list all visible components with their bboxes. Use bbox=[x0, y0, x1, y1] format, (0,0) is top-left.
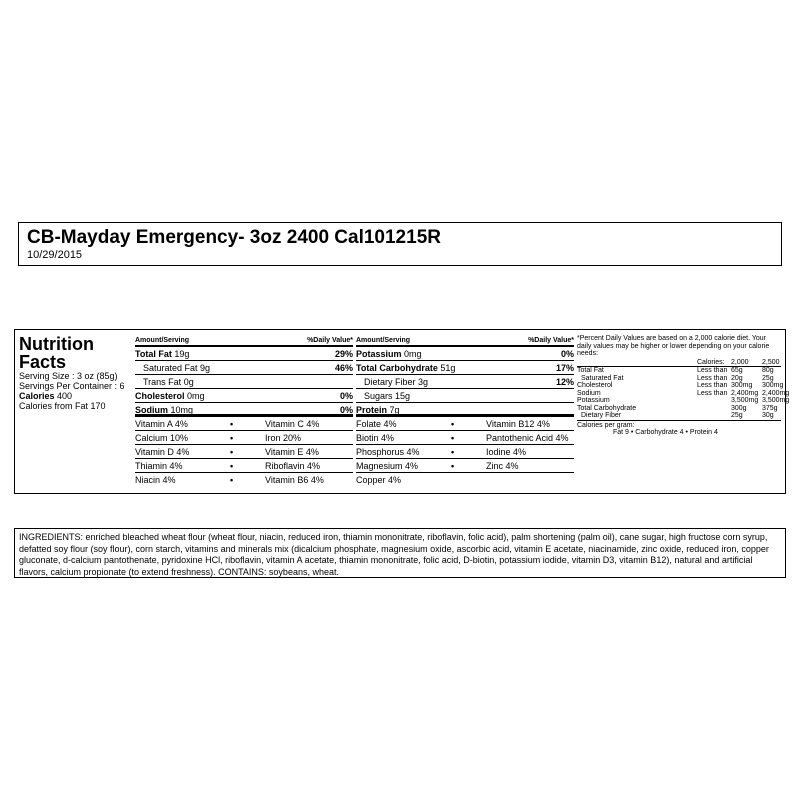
nutrient-label: Protein bbox=[356, 405, 388, 415]
nutrient-column-2 bbox=[356, 336, 574, 487]
dv-separator bbox=[577, 420, 781, 421]
vitamin-item: Phosphorus 4% bbox=[356, 447, 420, 457]
dv-value: 3,500mg bbox=[731, 397, 759, 404]
amount-serving-header: Amount/Serving bbox=[135, 337, 190, 344]
nutrient-amount: 3g bbox=[415, 377, 429, 387]
nutrient-row-sugars bbox=[356, 389, 574, 403]
nutrition-heading-line2: Facts bbox=[19, 352, 67, 372]
dv-calories-label: Calories: bbox=[697, 358, 725, 366]
calories-line bbox=[19, 391, 137, 401]
calories-label: Calories bbox=[19, 391, 55, 401]
nutrient-label: Dietary Fiber bbox=[364, 377, 416, 387]
nutrient-amount: 10mg bbox=[168, 405, 194, 415]
nutrient-row-dietary-fiber bbox=[356, 375, 574, 389]
dv-label: Total Fat bbox=[577, 367, 604, 374]
nutrient-column-1 bbox=[135, 336, 353, 487]
nutrient-label: Sugars bbox=[364, 391, 393, 401]
nutrient-row-total-fat bbox=[135, 347, 353, 361]
dv-label: Cholesterol bbox=[577, 382, 613, 389]
vitamin-row bbox=[135, 431, 353, 445]
dv-qual: Less than bbox=[697, 374, 728, 382]
vitamin-item: Riboflavin 4% bbox=[265, 461, 321, 471]
nutrient-percent: 29% bbox=[334, 349, 353, 359]
dv-qual: Less than bbox=[697, 367, 728, 374]
label-date: 10/29/2015 bbox=[27, 249, 83, 261]
serving-size: Serving Size : 3 oz (85g) bbox=[19, 371, 118, 381]
vitamin-item: Zinc 4% bbox=[486, 461, 519, 471]
dv-row bbox=[577, 412, 781, 420]
vitamin-row bbox=[135, 417, 353, 431]
vitamin-row bbox=[135, 473, 353, 487]
vitamin-item: Vitamin E 4% bbox=[265, 447, 319, 457]
footnote-text: *Percent Daily Values are based on a 2,000 calorie diet. Your daily values may be higher or lower depending on your calorie needs: bbox=[577, 335, 770, 357]
dv-value: 30g bbox=[762, 412, 774, 419]
nutrient-row-sodium bbox=[135, 403, 353, 417]
daily-values-footnote bbox=[577, 335, 790, 437]
dv-row bbox=[577, 397, 790, 405]
dv-value: 2,400mg bbox=[731, 389, 759, 397]
dv-label: Potassium bbox=[577, 397, 610, 404]
nutrient-row-protein bbox=[356, 403, 574, 417]
dv-col-2000: 2,000 bbox=[731, 358, 749, 366]
vitamin-item: Vitamin B12 4% bbox=[486, 419, 550, 429]
vitamin-row bbox=[356, 459, 574, 473]
vitamin-row bbox=[135, 459, 353, 473]
vitamin-item: Calcium 10% bbox=[135, 433, 189, 443]
nutrient-row-trans-fat bbox=[135, 375, 353, 389]
bullet: • bbox=[230, 433, 234, 443]
nutrient-row-saturated-fat bbox=[135, 361, 353, 375]
vitamin-item: Vitamin C 4% bbox=[265, 419, 320, 429]
vitamin-row bbox=[356, 431, 574, 445]
dv-label: Sodium bbox=[577, 389, 601, 397]
vitamin-row bbox=[356, 417, 574, 431]
dv-qual: Less than bbox=[697, 382, 728, 389]
nutrition-facts-panel bbox=[14, 329, 790, 494]
column-1-header bbox=[135, 336, 353, 347]
bullet: • bbox=[230, 475, 234, 485]
nutrient-label: Sodium bbox=[135, 405, 168, 415]
dv-value: 65g bbox=[731, 367, 743, 374]
dv-row bbox=[577, 405, 781, 413]
dv-value: 375g bbox=[762, 404, 778, 412]
bullet: • bbox=[451, 447, 455, 457]
vitamin-item: Thiamin 4% bbox=[135, 461, 183, 471]
bullet: • bbox=[230, 447, 234, 457]
dv-value: 300mg bbox=[731, 382, 753, 389]
dv-row bbox=[577, 382, 784, 390]
ingredients-text: INGREDIENTS: enriched bleached wheat flour (wheat flour, niacin, reduced iron, thiamin mononitrate, riboflavin, folic acid), palm shortening (palm oil), cane sugar, high fructose corn syrup, defatted soy flour (soy flour), corn starch, vitamins and minerals mix (dicalcium phosphate, magnesium oxide, ascorbic acid, vitamin E acetate, niacinamide, zinc oxide, reduced iron, copper gluconate, d-calcium pantothenate, pyridoxine HCl, riboflavin, vitamin A acetate, thiamin mononitrate, folic acid, D-biotin, potassium iodide, vitamin D3, vitamin B12), natural and artificial flavors, calcium propionate (to extend freshness). CONTAINS: soybeans, wheat. bbox=[19, 532, 769, 577]
nutrient-percent: 12% bbox=[555, 377, 574, 387]
nutrient-percent: 0% bbox=[339, 391, 353, 401]
nutrient-label: Total Carbohydrate bbox=[356, 363, 438, 373]
nutrient-amount: 19g bbox=[171, 349, 190, 359]
nutrient-amount: 7g bbox=[387, 405, 400, 415]
dv-value: 300mg bbox=[762, 382, 784, 389]
nutrient-label: Total Fat bbox=[135, 349, 172, 359]
vitamin-item: Vitamin A 4% bbox=[135, 419, 188, 429]
calories-from-fat: Calories from Fat 170 bbox=[19, 401, 106, 411]
product-header bbox=[18, 222, 782, 266]
dv-row bbox=[577, 389, 790, 398]
bullet: • bbox=[451, 419, 455, 429]
nutrient-amount: 0mg bbox=[401, 349, 422, 359]
nutrient-row-potassium bbox=[356, 347, 574, 361]
vitamin-item: Biotin 4% bbox=[356, 433, 395, 443]
nutrient-row-total-carbohydrate bbox=[356, 361, 574, 375]
vitamin-item: Niacin 4% bbox=[135, 475, 176, 485]
nutrition-heading-line1: Nutrition bbox=[19, 334, 94, 354]
dv-header-row bbox=[577, 359, 781, 367]
nutrient-percent: 0% bbox=[560, 349, 574, 359]
vitamin-row bbox=[356, 473, 574, 487]
vitamin-row bbox=[356, 445, 574, 459]
vitamin-item: Iron 20% bbox=[265, 433, 302, 443]
dv-value: 25g bbox=[731, 412, 743, 419]
nutrition-summary bbox=[19, 335, 137, 411]
calories-per-gram-values: Fat 9 • Carbohydrate 4 • Protein 4 bbox=[613, 429, 718, 436]
ingredients-box bbox=[14, 528, 786, 578]
nutrient-amount: 0g bbox=[181, 377, 194, 387]
vitamin-item: Vitamin D 4% bbox=[135, 447, 190, 457]
calories-per-gram-label: Calories per gram: bbox=[577, 421, 635, 429]
dv-value: 20g bbox=[731, 374, 743, 382]
nutrient-label: Saturated Fat bbox=[143, 363, 198, 373]
nutrient-percent: 0% bbox=[339, 405, 353, 415]
dv-col-2500: 2,500 bbox=[762, 358, 780, 366]
vitamin-row bbox=[135, 445, 353, 459]
dv-value: 2,400mg bbox=[762, 389, 790, 397]
product-title: CB-Mayday Emergency- 3oz 2400 Cal101215R bbox=[27, 227, 441, 248]
daily-value-header: %Daily Value* bbox=[307, 337, 353, 344]
vitamin-item: Magnesium 4% bbox=[356, 461, 419, 471]
dv-label: Dietary Fiber bbox=[581, 412, 622, 419]
dv-row bbox=[577, 375, 781, 383]
servings-per-container: Servings Per Container : 6 bbox=[19, 381, 125, 391]
bullet: • bbox=[451, 433, 455, 443]
calories-value: 400 bbox=[54, 391, 73, 401]
dv-qual: Less than bbox=[697, 389, 728, 397]
dv-value: 25g bbox=[762, 374, 774, 382]
vitamin-item: Pantothenic Acid 4% bbox=[486, 433, 569, 443]
nutrient-amount: 0mg bbox=[184, 391, 205, 401]
nutrient-percent: 46% bbox=[334, 363, 353, 373]
nutrient-amount: 15g bbox=[392, 391, 411, 401]
vitamin-item: Vitamin B6 4% bbox=[265, 475, 324, 485]
vitamin-item: Folate 4% bbox=[356, 419, 397, 429]
dv-row bbox=[577, 367, 781, 375]
column-2-header bbox=[356, 336, 574, 347]
nutrient-percent: 17% bbox=[555, 363, 574, 373]
nutrient-label: Potassium bbox=[356, 349, 402, 359]
dv-label: Total Carbohydrate bbox=[577, 404, 637, 412]
dv-value: 80g bbox=[762, 367, 774, 374]
dv-label: Saturated Fat bbox=[581, 374, 624, 382]
bullet: • bbox=[230, 419, 234, 429]
amount-serving-header: Amount/Serving bbox=[356, 337, 411, 344]
vitamin-item: Iodine 4% bbox=[486, 447, 527, 457]
dv-value: 3,500mg bbox=[762, 397, 790, 404]
nutrient-label: Trans Fat bbox=[143, 377, 182, 387]
nutrient-label: Cholesterol bbox=[135, 391, 185, 401]
dv-value: 300g bbox=[731, 404, 747, 412]
nutrient-amount: 9g bbox=[197, 363, 211, 373]
vitamin-item: Copper 4% bbox=[356, 475, 402, 485]
daily-value-header: %Daily Value* bbox=[528, 337, 574, 344]
bullet: • bbox=[230, 461, 234, 471]
nutrient-row-cholesterol bbox=[135, 389, 353, 403]
bullet: • bbox=[451, 461, 455, 471]
nutrient-amount: 51g bbox=[437, 363, 456, 373]
